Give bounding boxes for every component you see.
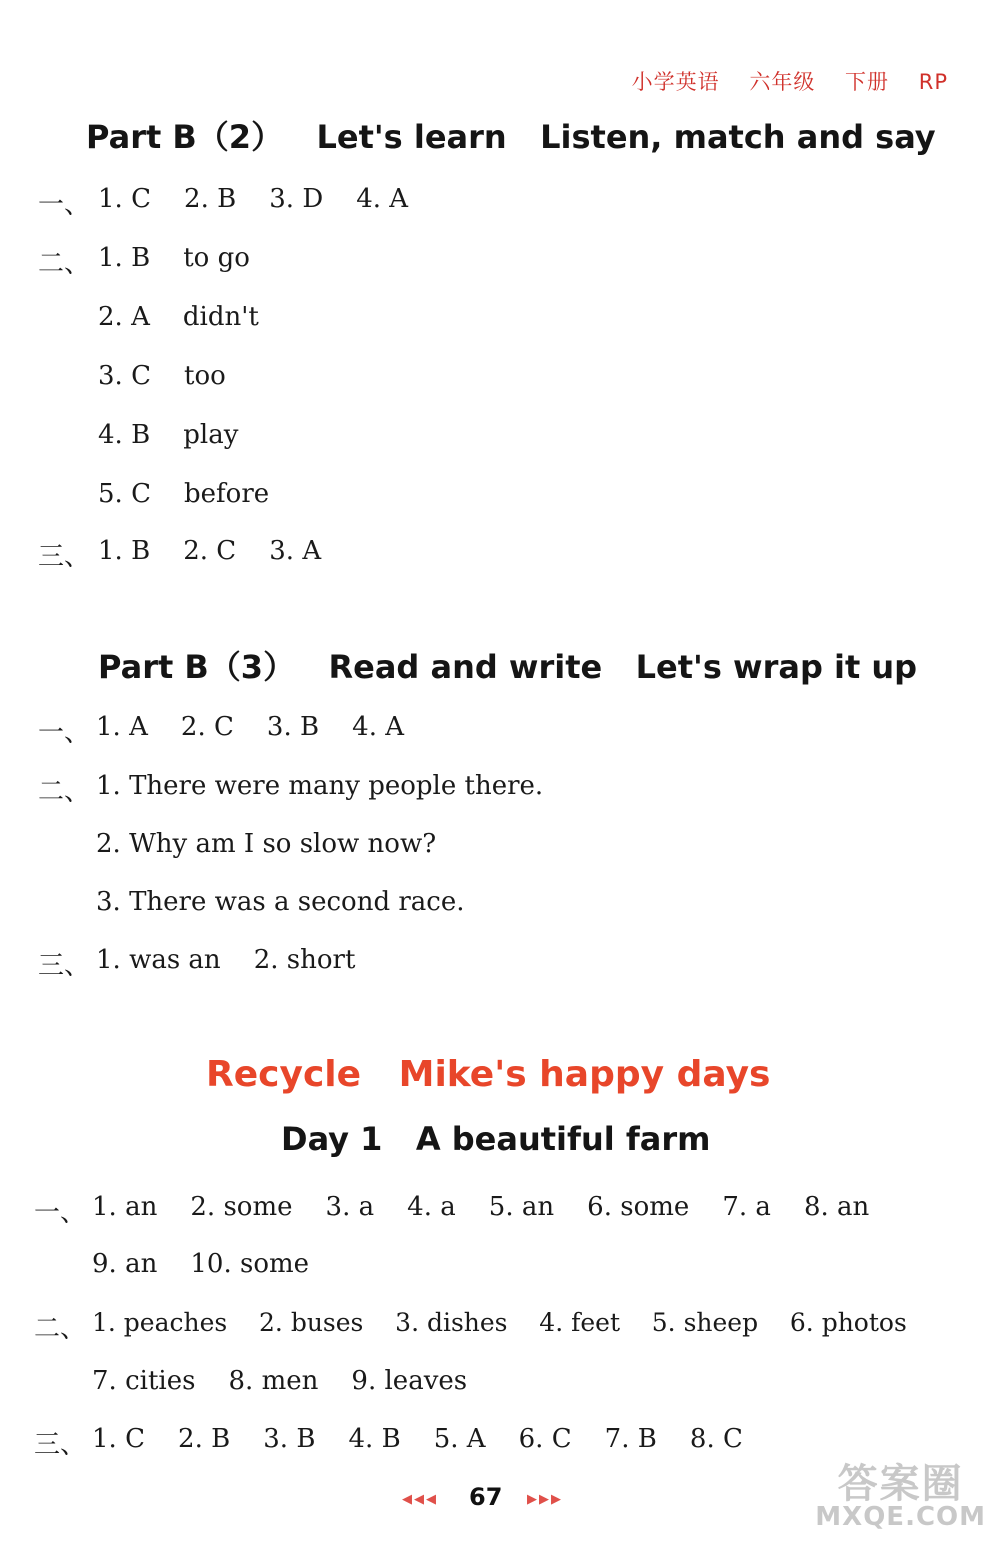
answer-line: 1. peaches 2. buses 3. dishes 4. feet 5. sheep 6. photos <box>92 1308 907 1337</box>
answer-line: 9. an 10. some <box>92 1249 310 1279</box>
page-header <box>610 66 948 96</box>
question-marker: 三、 <box>34 1430 87 1460</box>
answer-line: 1. C 2. B 3. B 4. B 5. A 6. C 7. B 8. C <box>92 1424 743 1454</box>
answer-line: 2. A didn't <box>98 302 259 332</box>
section-title: Part B（3） Read and write Let's wrap it up <box>98 648 918 686</box>
header-volume: 下册 <box>845 70 890 94</box>
watermark-logo <box>815 1461 986 1532</box>
answer-line: 1. was an 2. short <box>96 945 356 975</box>
recycle-title: Recycle Mike's happy days <box>206 1054 771 1095</box>
question-marker: 一、 <box>34 1198 87 1228</box>
watermark-text: 答案圈 <box>837 1461 964 1507</box>
answer-line: 1. B to go <box>98 243 250 273</box>
question-marker: 一、 <box>38 718 91 748</box>
watermark-url: MXQE.COM <box>815 1502 986 1532</box>
question-marker: 二、 <box>38 777 91 807</box>
right-arrows-icon: ▶▶▶ <box>527 1492 563 1507</box>
header-grade: 六年级 <box>749 70 816 94</box>
answer-line: 4. B play <box>98 420 239 450</box>
question-marker: 三、 <box>38 951 91 981</box>
answer-line: 1. B 2. C 3. A <box>98 536 322 566</box>
question-marker: 二、 <box>34 1314 87 1344</box>
answer-line: 3. There was a second race. <box>96 887 465 917</box>
answer-line: 1. A 2. C 3. B 4. A <box>96 712 405 742</box>
answer-line: 2. Why am I so slow now? <box>96 829 437 859</box>
answer-line: 1. an 2. some 3. a 4. a 5. an 6. some 7. a 8. an <box>92 1192 870 1222</box>
header-subject: 小学英语 <box>631 70 720 94</box>
answer-line: 1. There were many people there. <box>96 771 544 801</box>
answer-line: 1. C 2. B 3. D 4. A <box>98 184 409 214</box>
header-edition: RP <box>918 70 948 94</box>
left-arrows-icon: ◀◀◀ <box>402 1492 438 1507</box>
answer-line: 5. C before <box>98 479 270 509</box>
day-subtitle: Day 1 A beautiful farm <box>281 1120 711 1158</box>
question-marker: 二、 <box>38 249 91 279</box>
answer-line: 3. C too <box>98 361 226 391</box>
question-marker: 三、 <box>38 542 91 572</box>
section-title: Part B（2） Let's learn Listen, match and say <box>86 118 936 156</box>
question-marker: 一、 <box>38 190 91 220</box>
page-number: 67 <box>469 1483 503 1511</box>
answer-line: 7. cities 8. men 9. leaves <box>92 1366 468 1396</box>
